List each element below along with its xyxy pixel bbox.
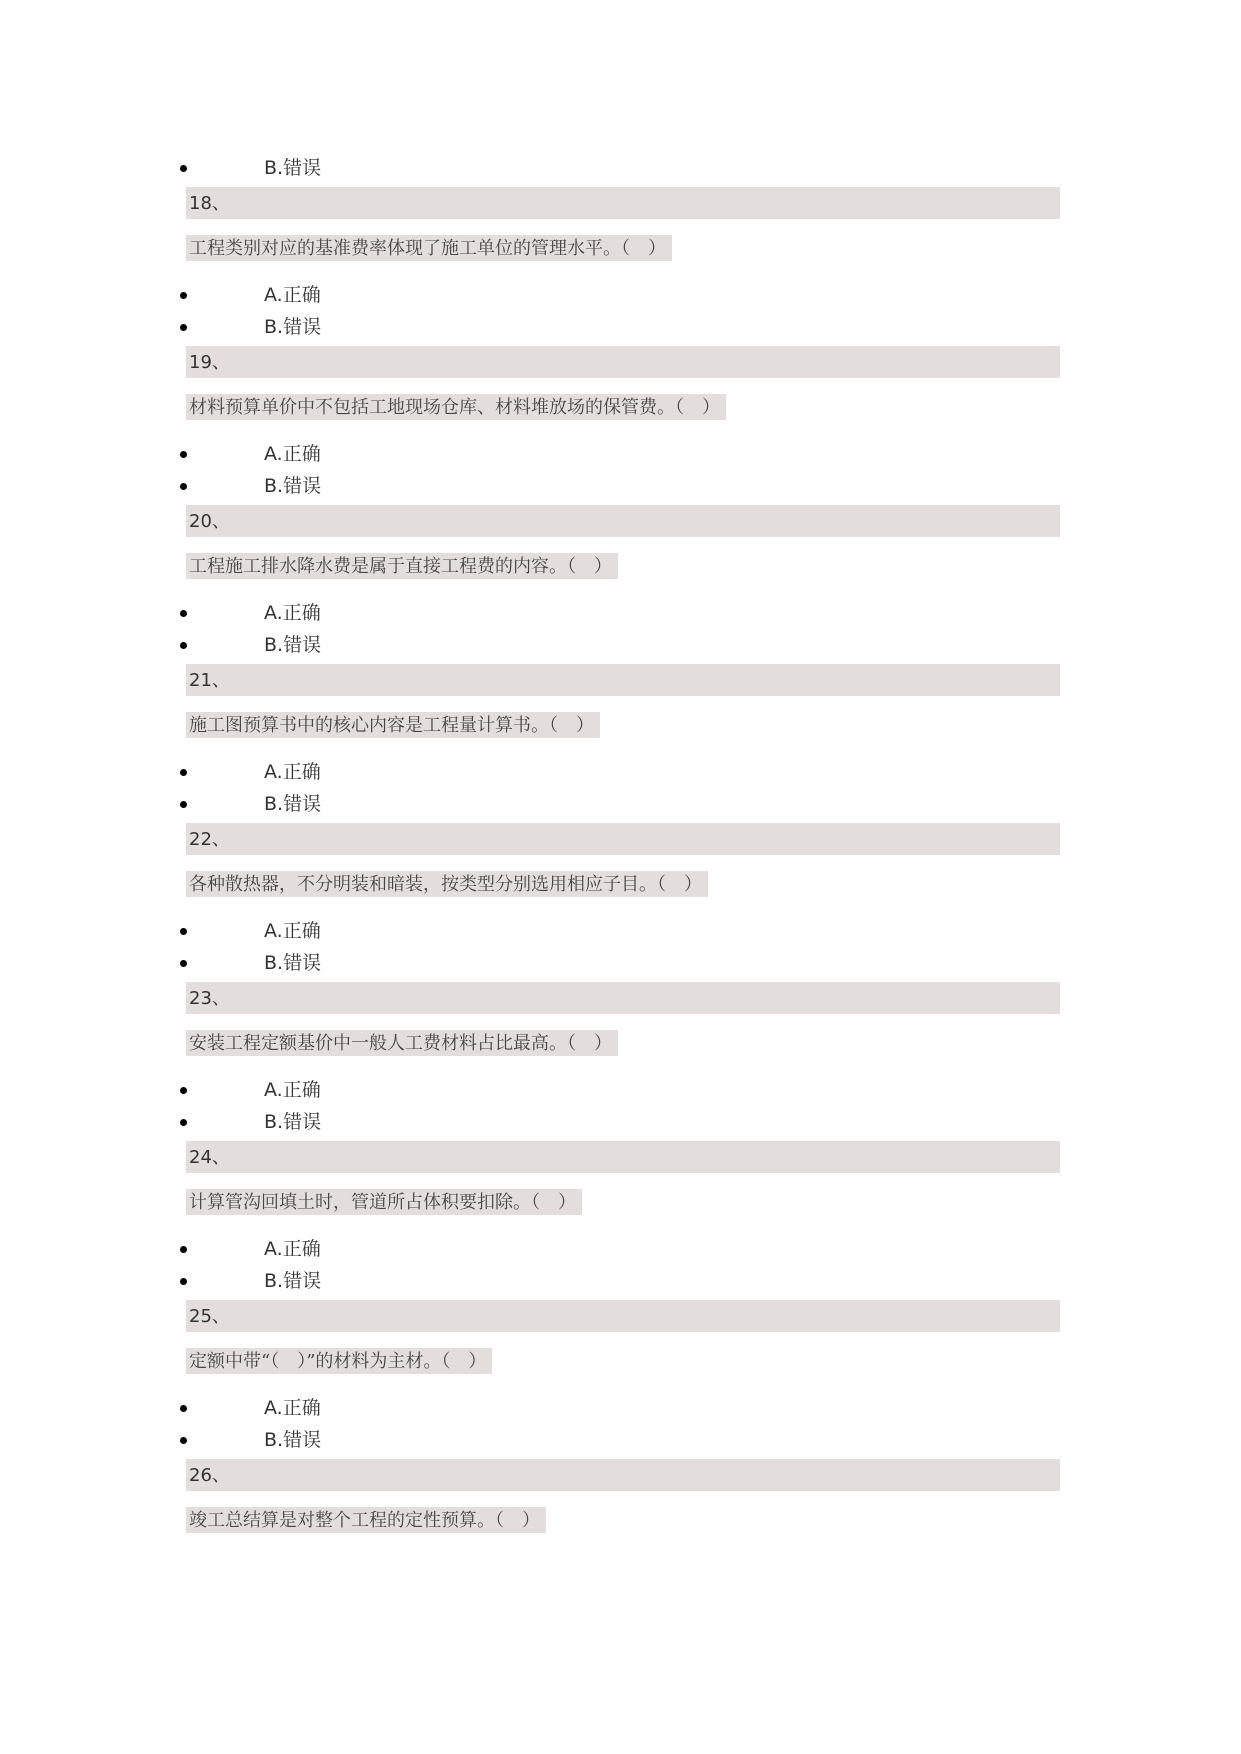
option-item[interactable] xyxy=(186,1106,1060,1139)
question-text: 施工图预算书中的核心内容是工程量计算书。（ ） xyxy=(186,712,600,738)
option-label: B.错误 xyxy=(264,157,322,179)
question-number: 25、 xyxy=(186,1300,1060,1332)
option-label: A.正确 xyxy=(264,1237,321,1260)
option-item[interactable] xyxy=(186,279,1060,312)
bullet-icon xyxy=(180,1437,187,1444)
option-label: A.正确 xyxy=(264,1396,321,1419)
option-label: A.正确 xyxy=(264,283,321,306)
question-number: 23、 xyxy=(186,982,1060,1014)
bullet-icon xyxy=(180,483,187,490)
bullet-icon xyxy=(180,642,187,649)
option-item[interactable] xyxy=(186,597,1060,630)
question-text: 竣工总结算是对整个工程的定性预算。（ ） xyxy=(186,1507,546,1533)
bullet-icon xyxy=(180,801,187,808)
option-item[interactable] xyxy=(186,1424,1060,1457)
question-text: 工程施工排水降水费是属于直接工程费的内容。（ ） xyxy=(186,553,618,579)
bullet-icon xyxy=(180,292,187,299)
option-item[interactable] xyxy=(186,1074,1060,1107)
question-list xyxy=(186,152,1060,1551)
question-text-block xyxy=(186,1332,1060,1392)
question-text-block xyxy=(186,855,1060,915)
question-number: 26、 xyxy=(186,1459,1060,1491)
option-item[interactable] xyxy=(186,1392,1060,1425)
question-text: 安装工程定额基价中一般人工费材料占比最高。（ ） xyxy=(186,1030,618,1056)
question-number: 22、 xyxy=(186,823,1060,855)
bullet-icon xyxy=(180,960,187,967)
bullet-icon xyxy=(180,1405,187,1412)
option-item[interactable] xyxy=(186,629,1060,662)
question-text-block xyxy=(186,1014,1060,1074)
bullet-icon xyxy=(180,1087,187,1094)
bullet-icon xyxy=(180,165,187,172)
option-label: B.错误 xyxy=(264,316,322,338)
question-text-block xyxy=(186,1491,1060,1551)
bullet-icon xyxy=(180,1278,187,1285)
option-label: A.正确 xyxy=(264,919,321,942)
option-label: B.错误 xyxy=(264,1270,322,1292)
bullet-icon xyxy=(180,928,187,935)
option-label: B.错误 xyxy=(264,1111,322,1133)
option-label: A.正确 xyxy=(264,442,321,465)
bullet-icon xyxy=(180,1119,187,1126)
question-text-block xyxy=(186,1173,1060,1233)
question-text: 工程类别对应的基准费率体现了施工单位的管理水平。（ ） xyxy=(186,235,672,261)
option-item[interactable] xyxy=(186,947,1060,980)
question-text: 计算管沟回填土时，管道所占体积要扣除。（ ） xyxy=(186,1189,582,1215)
question-text: 各种散热器，不分明装和暗装，按类型分别选用相应子目。（ ） xyxy=(186,871,708,897)
option-label: B.错误 xyxy=(264,1429,322,1451)
option-item[interactable] xyxy=(186,311,1060,344)
bullet-icon xyxy=(180,451,187,458)
option-label: A.正确 xyxy=(264,601,321,624)
bullet-icon xyxy=(180,610,187,617)
question-text-block xyxy=(186,219,1060,279)
question-text: 定额中带“（ ）”的材料为主材。（ ） xyxy=(186,1348,492,1374)
option-label: A.正确 xyxy=(264,760,321,783)
option-label: A.正确 xyxy=(264,1078,321,1101)
question-number: 19、 xyxy=(186,346,1060,378)
bullet-icon xyxy=(180,769,187,776)
option-item[interactable] xyxy=(186,1233,1060,1266)
option-item xyxy=(186,152,1060,185)
option-item[interactable] xyxy=(186,438,1060,471)
option-label: B.错误 xyxy=(264,793,322,815)
option-item[interactable] xyxy=(186,470,1060,503)
question-number: 24、 xyxy=(186,1141,1060,1173)
question-number: 21、 xyxy=(186,664,1060,696)
option-item[interactable] xyxy=(186,915,1060,948)
question-number: 20、 xyxy=(186,505,1060,537)
option-item[interactable] xyxy=(186,788,1060,821)
question-text-block xyxy=(186,537,1060,597)
option-label: B.错误 xyxy=(264,475,322,497)
option-label: B.错误 xyxy=(264,634,322,656)
question-text-block xyxy=(186,696,1060,756)
option-item[interactable] xyxy=(186,756,1060,789)
bullet-icon xyxy=(180,1246,187,1253)
question-text: 材料预算单价中不包括工地现场仓库、材料堆放场的保管费。（ ） xyxy=(186,394,726,420)
bullet-icon xyxy=(180,324,187,331)
question-number: 18、 xyxy=(186,187,1060,219)
option-label: B.错误 xyxy=(264,952,322,974)
option-item[interactable] xyxy=(186,1265,1060,1298)
question-text-block xyxy=(186,378,1060,438)
